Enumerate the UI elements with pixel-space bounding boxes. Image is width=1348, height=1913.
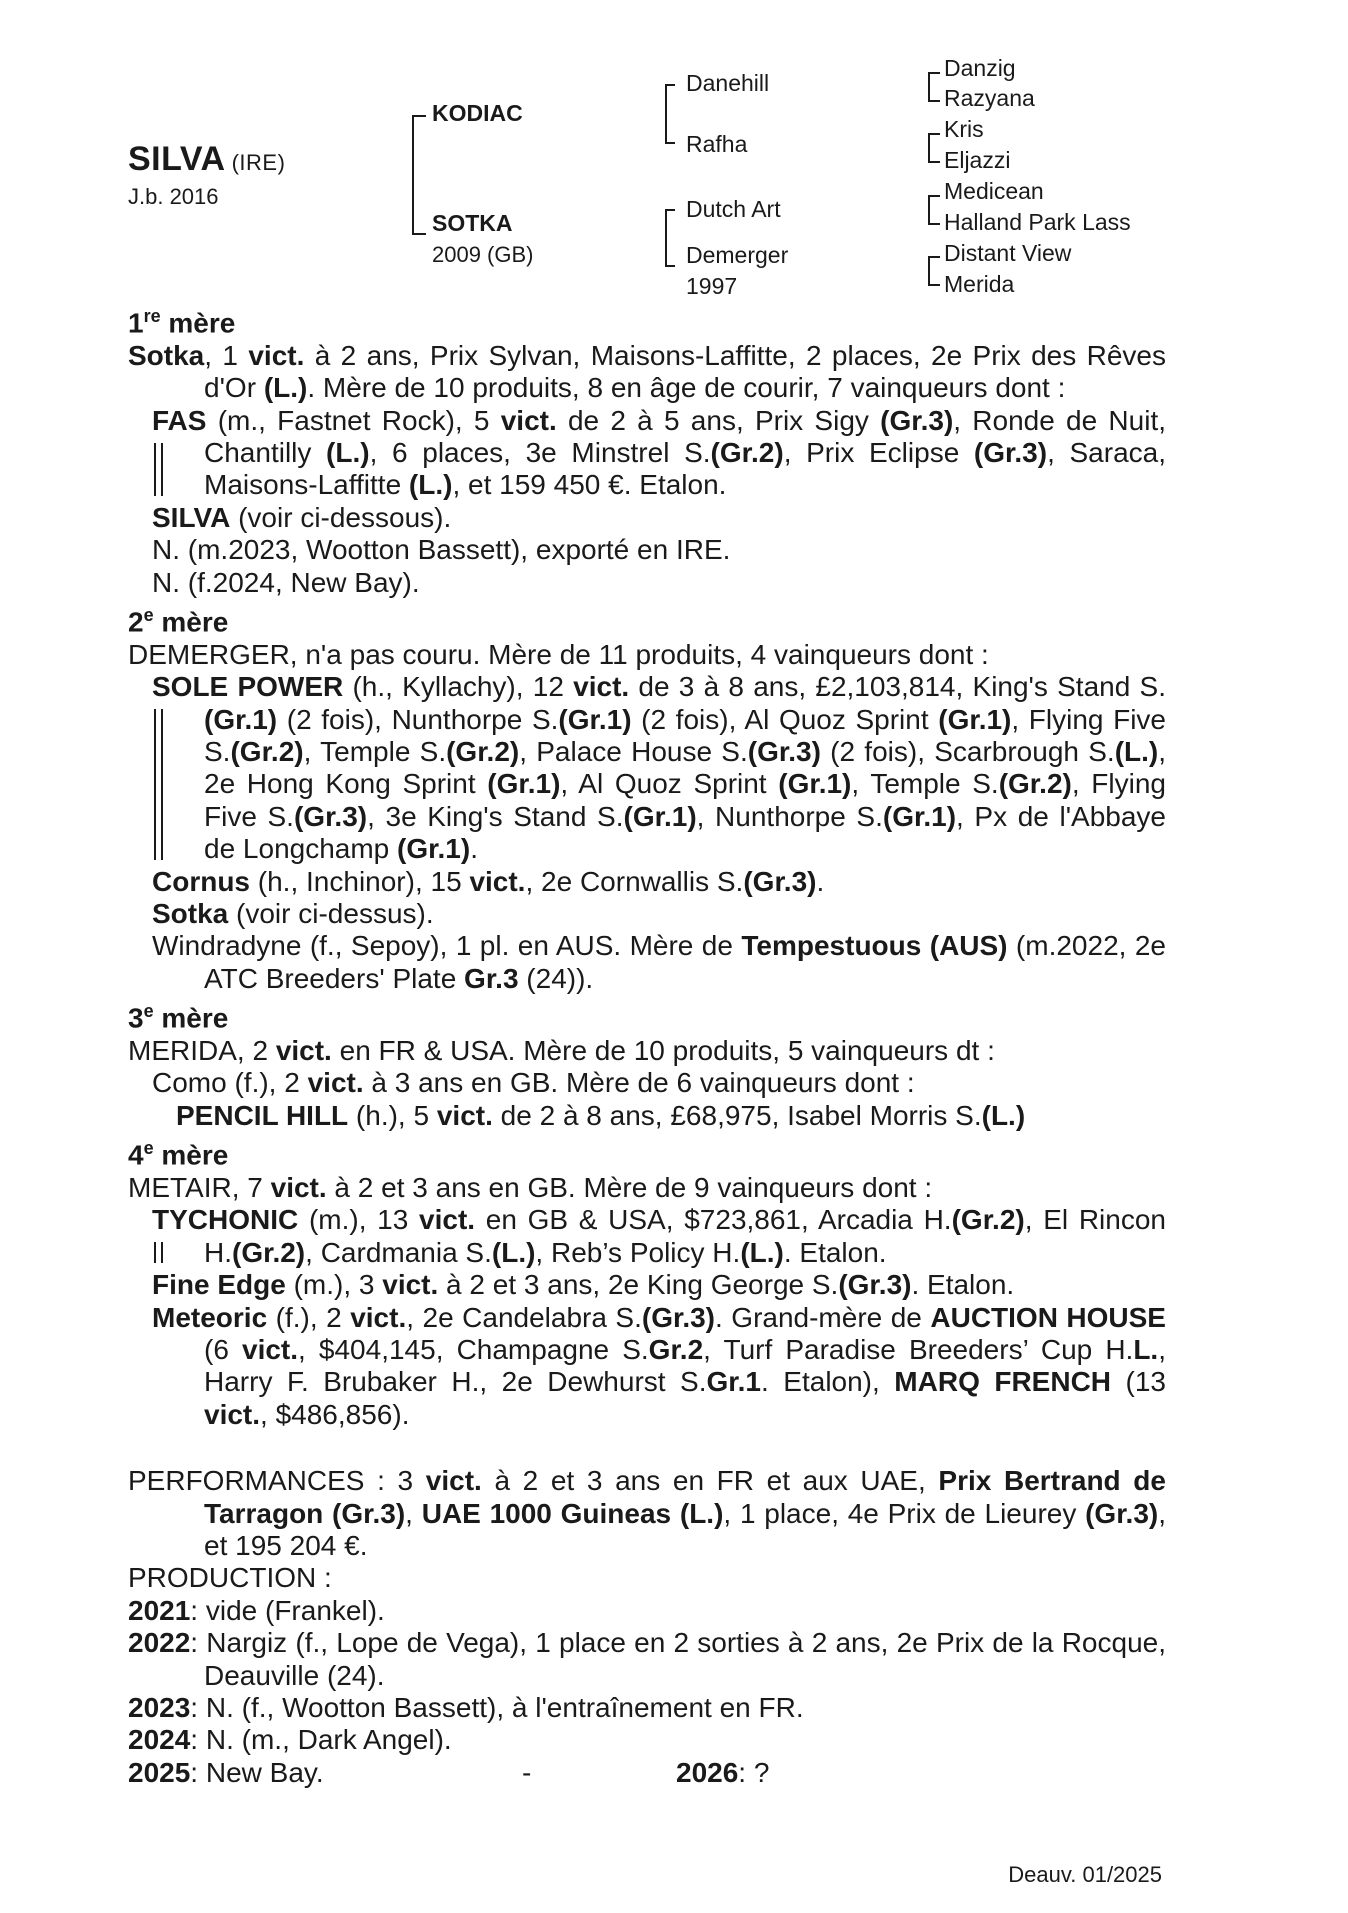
produce-n-2024: N. (f.2024, New Bay). (152, 566, 420, 598)
grandparent-year: 1997 (686, 273, 738, 299)
production-2022: 2022: Nargiz (f., Lope de Vega), 1 place en 2 sorties à 2 ans, 2e Prix de la Rocque, Deauville (24). (128, 1627, 1166, 1691)
pedigree-bracket-tick (928, 256, 940, 258)
horse-origin: (IRE) (231, 150, 286, 175)
pedigree-bracket (412, 115, 414, 235)
horse-name: SILVA (IRE) (128, 140, 286, 178)
pedigree-bracket-tick (665, 142, 675, 144)
produce-silva: SILVA (voir ci-dessous). (152, 501, 452, 533)
dam-line-text (128, 300, 1166, 1789)
produce-sotka: Sotka (voir ci-dessus). (152, 897, 434, 929)
production-2025: 2025: New Bay. (128, 1756, 324, 1788)
third-dam-paragraph: MERIDA, 2 vict. en FR & USA. Mère de 10 produits, 5 vainqueurs dt : (128, 1034, 995, 1066)
great-grandparent-name: Kris (944, 116, 984, 142)
produce-fas: FAS (m., Fastnet Rock), 5 vict. de 2 à 5 ans, Prix Sigy (Gr.3), Ronde de Nuit, Chantilly (L.), 6 places, 3e Minstrel S.(Gr.2), Prix Eclipse (Gr.3), Saraca, Maisons-Laffitte (L.), et 159 450 €. Etalon. (128, 405, 1166, 502)
pedigree-bracket-tick (665, 265, 675, 267)
production-2023: 2023: N. (f., Wootton Bassett), à l'entraînement en FR. (128, 1691, 804, 1723)
production-label: PRODUCTION : (128, 1562, 332, 1594)
pedigree-bracket-tick (412, 233, 426, 235)
produce-tychonic: TYCHONIC (m.), 13 vict. en GB & USA, $723,861, Arcadia H.(Gr.2), El Rincon H.(Gr.2), Cardmania S.(L.), Reb’s Policy H.(L.). Etalon. (128, 1204, 1166, 1269)
section-heading-3e-mere: 3e mère (128, 1001, 229, 1034)
production-2021: 2021: vide (Frankel). (128, 1594, 385, 1626)
production-dash: - (522, 1756, 532, 1788)
pedigree-bracket-tick (928, 195, 940, 197)
pedigree-bracket (928, 195, 930, 225)
great-grandparent-name: Halland Park Lass (944, 209, 1131, 235)
produce-meteoric: Meteoric (f.), 2 vict., 2e Candelabra S.(Gr.3). Grand-mère de AUCTION HOUSE (6 vict., $404,145, Champagne S.Gr.2, Turf Paradise Breeders’ Cup H.L., Harry F. Brubaker H., 2e Dewhurst S.Gr.1. Etalon), MARQ FRENCH (13 vict., $486,856). (152, 1301, 1166, 1430)
pedigree-bracket-tick (928, 223, 940, 225)
great-grandparent-name: Medicean (944, 178, 1044, 204)
great-grandparent-name: Danzig (944, 55, 1016, 81)
great-grandparent-name: Distant View (944, 240, 1072, 266)
production-2026: 2026: ? (676, 1756, 770, 1788)
pedigree-bracket (928, 256, 930, 286)
dam-name: SOTKA (432, 210, 513, 236)
pedigree-bracket-tick (928, 100, 940, 102)
grandparent-name: Danehill (686, 70, 770, 96)
section-heading-4e-mere: 4e mère (128, 1138, 229, 1171)
production-2024: 2024: N. (m., Dark Angel). (128, 1724, 452, 1756)
pedigree-bracket-tick (412, 115, 426, 117)
pedigree-bracket-tick (665, 209, 675, 211)
great-grandparent-name: Merida (944, 271, 1015, 297)
second-dam-paragraph: DEMERGER, n'a pas couru. Mère de 11 produits, 4 vainqueurs dont : (128, 638, 989, 670)
page-footer: Deauv. 01/2025 (1008, 1862, 1162, 1887)
pedigree-chart (0, 0, 1348, 310)
produce-cornus: Cornus (h., Inchinor), 15 vict., 2e Cornwallis S.(Gr.3). (152, 865, 825, 897)
great-grandparent-name: Razyana (944, 85, 1035, 111)
section-heading-1re-mere: 1re mère (128, 306, 236, 339)
produce-sole-power: SOLE POWER (h., Kyllachy), 12 vict. de 3 à 8 ans, £2,103,814, King's Stand S.(Gr.1) (2 fois), Nunthorpe S.(Gr.1) (2 fois), Al Quoz Sprint (Gr.1), Flying Five S.(Gr.2), Temple S.(Gr.2), Palace House S.(Gr.3) (2 fois), Scarbrough S.(L.), 2e Hong Kong Sprint (Gr.1), Al Quoz Sprint (Gr.1), Temple S.(Gr.2), Flying Five S.(Gr.3), 3e King's Stand S.(Gr.1), Nunthorpe S.(Gr.1), Px de l'Abbaye de Longchamp (Gr.1). (128, 671, 1166, 865)
pedigree-bracket-tick (928, 161, 940, 163)
production-2025-2026 (128, 1757, 1166, 1789)
pedigree-bracket (928, 133, 930, 163)
produce-fine-edge: Fine Edge (m.), 3 vict. à 2 et 3 ans, 2e King George S.(Gr.3). Etalon. (152, 1269, 1015, 1301)
grandparent-name: Rafha (686, 131, 748, 157)
pedigree-bracket-tick (928, 284, 940, 286)
produce-pencil-hill: PENCIL HILL (h.), 5 vict. de 2 à 8 ans, £68,975, Isabel Morris S.(L.) (176, 1099, 1026, 1131)
great-grandparent-name: Eljazzi (944, 147, 1011, 173)
first-dam-paragraph: Sotka, 1 vict. à 2 ans, Prix Sylvan, Maisons-Laffitte, 2 places, 2e Prix des Rêves d'Or (L.). Mère de 10 produits, 8 en âge de courir, 7 vainqueurs dont : (128, 339, 1166, 404)
grandparent-name: Dutch Art (686, 196, 781, 222)
produce-n-2023: N. (m.2023, Wootton Bassett), exporté en IRE. (152, 534, 731, 566)
pedigree-bracket (928, 72, 930, 102)
produce-como: Como (f.), 2 vict. à 3 ans en GB. Mère de 6 vainqueurs dont : (152, 1067, 915, 1099)
performances-paragraph: PERFORMANCES : 3 vict. à 2 et 3 ans en FR et aux UAE, Prix Bertrand de Tarragon (Gr.3), UAE 1000 Guineas (L.), 1 place, 4e Prix de Lieurey (Gr.3), et 195 204 €. (128, 1465, 1167, 1561)
pedigree-bracket (665, 209, 667, 267)
pedigree-bracket (665, 84, 667, 144)
section-heading-2e-mere: 2e mère (128, 604, 229, 638)
sire-name: KODIAC (432, 100, 523, 126)
fourth-dam-paragraph: METAIR, 7 vict. à 2 et 3 ans en GB. Mère de 9 vainqueurs dont : (128, 1171, 933, 1203)
produce-windradyne: Windradyne (f., Sepoy), 1 pl. en AUS. Mère de Tempestuous (AUS) (m.2022, 2e ATC Breeders' Plate Gr.3 (24)). (152, 930, 1166, 994)
horse-info: J.b. 2016 (128, 184, 219, 209)
pedigree-bracket-tick (928, 72, 940, 74)
pedigree-bracket-tick (928, 133, 940, 135)
dam-year: 2009 (GB) (432, 242, 534, 267)
pedigree-bracket-tick (665, 84, 675, 86)
grandparent-name: Demerger (686, 242, 789, 268)
